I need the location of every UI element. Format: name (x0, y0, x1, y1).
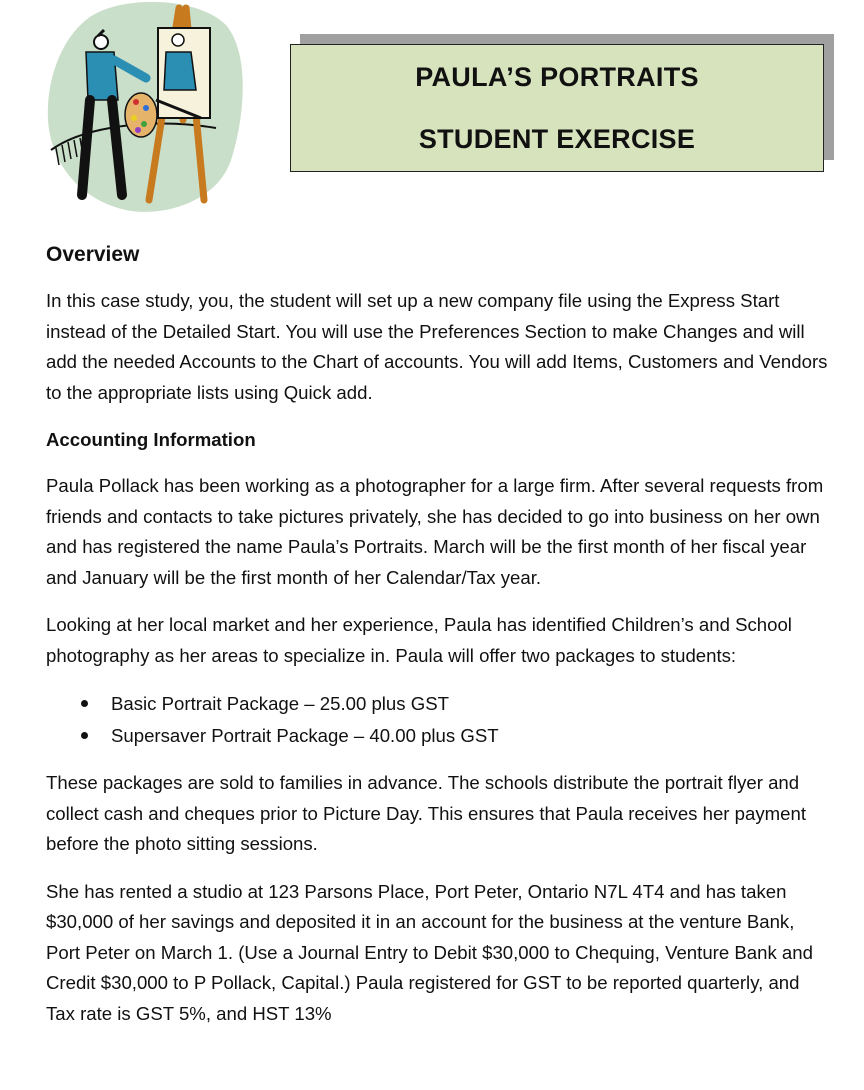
accounting-paragraph: Paula Pollack has been working as a photographer for a large firm. After several requests from friends and contacts to take pictures privately, she has decided to go into business on her own and has registered the name Paula’s Portraits. March will be the first month of her fiscal year and January will be the first month of her Calendar/Tax year. (46, 475, 824, 588)
artist-easel-handshake-icon (46, 0, 246, 216)
accounting-paragraph: Looking at her local market and her experience, Paula has identified Children’s and School photography as her areas to specialize in. Paula will offer two packages to students: (46, 614, 792, 666)
accounting-heading: Accounting Information (46, 429, 256, 450)
overview-paragraph: In this case study, you, the student will set up a new company file using the Express Start instead of the Detailed Start. You will use the Preferences Section to make Changes and will add the needed Accounts to the Chart of accounts. You will add Items, Customers and Vendors to the appropriate lists using Quick add. (46, 290, 828, 403)
list-item: Basic Portrait Package – 25.00 plus GST (46, 688, 832, 720)
accounting-paragraph: She has rented a studio at 123 Parsons Place, Port Peter, Ontario N7L 4T4 and has taken $30,000 of her savings and deposited it in an account for the business at the venture Bank, Port Peter on March 1. (Use a Journal Entry to Debit $30,000 to Chequing, Venture Bank and Credit $30,000 to P Pollack, Capital.) Paula registered for GST to be reported quarterly, and Tax rate is GST 5%, and HST 13% (46, 880, 813, 1024)
document-body (46, 240, 832, 1046)
page-subtitle: STUDENT EXERCISE (418, 124, 696, 154)
accounting-paragraph: These packages are sold to families in advance. The schools distribute the portrait flyer and collect cash and cheques prior to Picture Day. This ensures that Paula receives her payment before the photo sitting sessions. (46, 772, 806, 854)
title-box (290, 44, 824, 172)
package-list (46, 688, 832, 751)
overview-heading: Overview (46, 243, 140, 266)
page-title: PAULA’S PORTRAITS (415, 62, 699, 92)
list-item: Supersaver Portrait Package – 40.00 plus GST (46, 720, 832, 752)
